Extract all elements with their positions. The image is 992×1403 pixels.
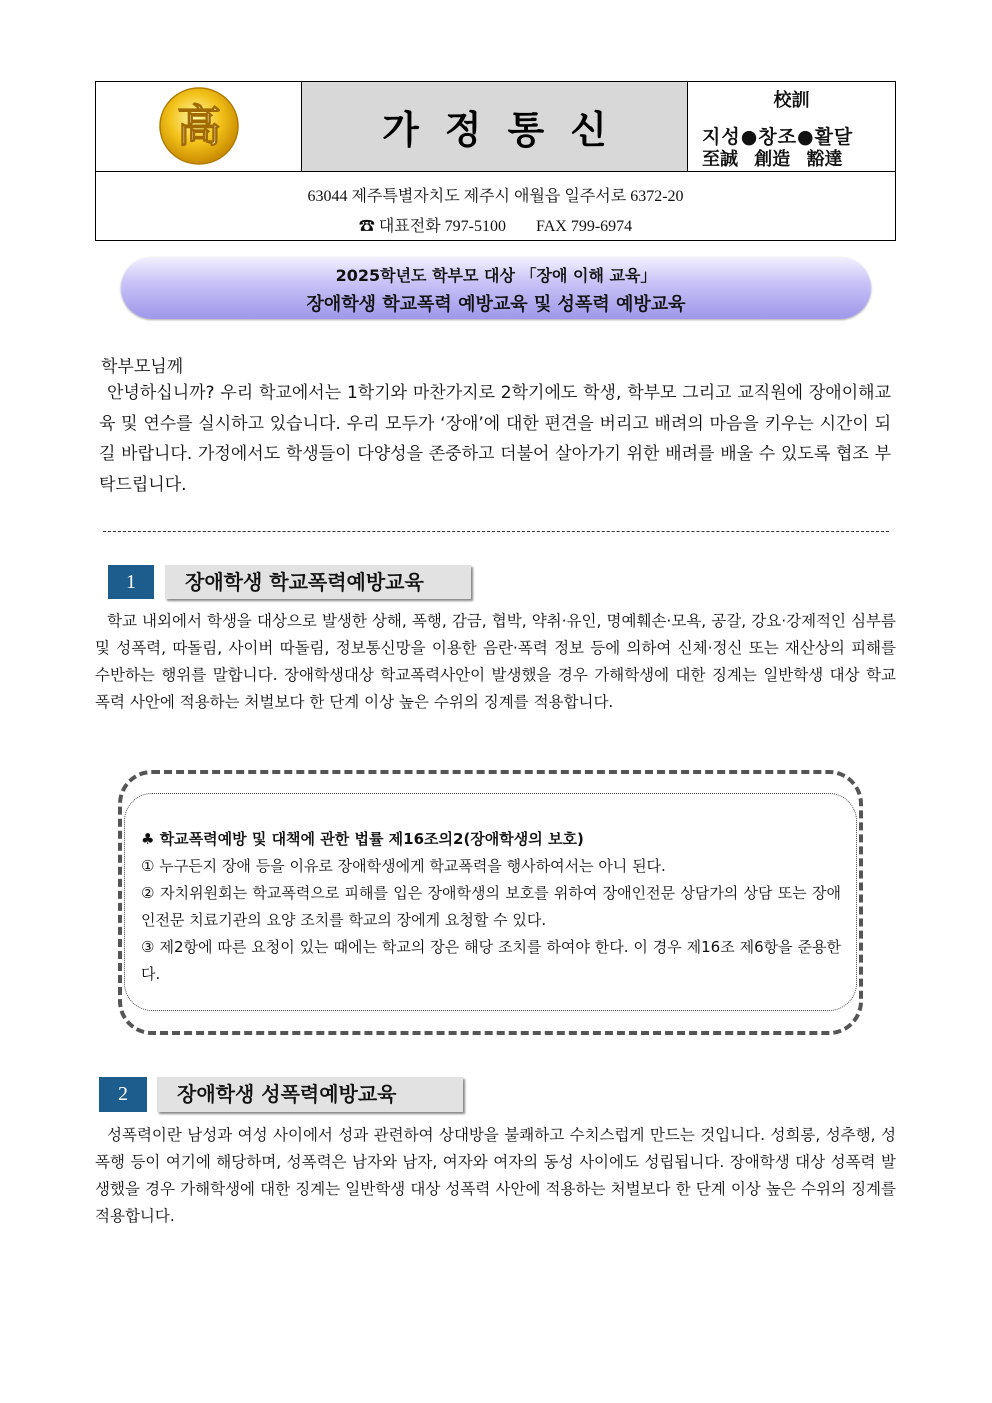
banner-line-2: 장애학생 학교폭력 예방교육 및 성폭력 예방교육 bbox=[306, 294, 686, 315]
svg-text:高: 高 bbox=[177, 101, 221, 152]
letterhead-table bbox=[95, 81, 896, 241]
newsletter-title: 가정통신 bbox=[382, 107, 633, 152]
law-box-content bbox=[141, 826, 841, 988]
section-divider bbox=[103, 531, 889, 532]
law-heading bbox=[141, 826, 841, 853]
section-1-paragraph: 학교 내외에서 학생을 대상으로 발생한 상해, 폭행, 감금, 협박, 약취·유인, 명예훼손·모욕, 공갈, 강요·강제적인 심부름 및 성폭력, 따돌림, 사이버 따돌림, 정보통신망을 이용한 음란·폭력 정보 등에 의하여 신체·정신 또는 재산상의 피해를 수반하는 행위를 말합니다. 장애학생대상 학교폭력사안이 발생했을 경우 가해학생에 대한 징계는 일반학생 대상 학교 폭력 사안에 적용하는 처벌보다 한 단계 이상 높은 수위의 징계를 적용합니다. bbox=[95, 612, 896, 711]
school-logo bbox=[96, 82, 302, 171]
school-address: 63044 제주특별자치도 제주시 애월읍 일주서로 6372-20 bbox=[307, 188, 684, 205]
intro-body: 안녕하십니까? 우리 학교에서는 1학기와 마찬가지로 2학기에도 학생, 학부모 그리고 교직원에 장애이해교육 및 연수를 실시하고 있습니다. 우리 모두가 ‘장애’에 대한 편견을 버리고 배려의 마음을 키우는 시간이 되길 바랍니다. 가정에서도 학생들이 다양성을 존중하고 더불어 살아가기 위한 배려를 배울 수 있도록 협조 부탁드립니다. bbox=[99, 383, 891, 495]
motto-korean: 지성●창조●활달 bbox=[702, 126, 854, 148]
section-1-number: 1 bbox=[108, 565, 154, 599]
phone-number: 대표전화 797-5100 bbox=[378, 218, 506, 235]
section-2-title: 장애학생 성폭력예방교육 bbox=[157, 1077, 463, 1112]
section-1-title: 장애학생 학교폭력예방교육 bbox=[165, 565, 471, 599]
school-logo-cell bbox=[96, 82, 302, 171]
law-item-3: ③ 제2항에 따른 요청이 있는 때에는 학교의 장은 해당 조치를 하여야 한다. 이 경우 제16조 제6항을 준용한다. bbox=[141, 938, 841, 983]
section-2-paragraph: 성폭력이란 남성과 여성 사이에서 성과 관련하여 상대방을 불쾌하고 수치스럽게 만드는 것입니다. 성희롱, 성추행, 성폭행 등이 여기에 해당하며, 성폭력은 남자와 남자, 여자와 여자의 동성 사이에도 성립됩니다. 장애학생 대상 성폭력 발생했을 경우 가해학생에 대한 징계는 일반학생 대상 성폭력 사안에 적용하는 처벌보다 한 단계 이상 높은 수위의 징계를 적용합니다. bbox=[95, 1126, 896, 1225]
contact-line bbox=[96, 213, 895, 236]
law-item-2: ② 자치위원회는 학교폭력으로 피해를 입은 장애학생의 보호를 위하여 장애인전문 상담가의 상담 또는 장애인전문 치료기관의 요양 조치를 학교의 장에게 요청할 수 있다. bbox=[141, 884, 841, 929]
letterhead-top-row bbox=[96, 82, 895, 172]
newsletter-title-cell bbox=[302, 82, 688, 171]
section-2-body bbox=[95, 1122, 896, 1230]
phone-icon: ☎ bbox=[358, 218, 375, 235]
section-1-body bbox=[95, 608, 896, 716]
topic-banner bbox=[121, 257, 871, 319]
law-heading-text: 학교폭력예방 및 대책에 관한 법률 제16조의2(장애학생의 보호) bbox=[159, 830, 584, 848]
fax-number: FAX 799-6974 bbox=[536, 218, 633, 235]
motto-label: 校訓 bbox=[773, 90, 810, 111]
motto-hanja: 至誠 創造 豁達 bbox=[702, 149, 843, 170]
section-2-number: 2 bbox=[99, 1077, 147, 1112]
law-item-1: ① 누구든지 장애 등을 이유로 장애학생에게 학교폭력을 행사하여서는 아니 된다. bbox=[141, 857, 666, 875]
banner-line-1: 2025학년도 학부모 대상 「장애 이해 교육」 bbox=[335, 266, 657, 285]
school-motto-cell bbox=[688, 82, 895, 171]
club-icon: ♣ bbox=[141, 830, 155, 848]
intro-paragraph bbox=[99, 378, 891, 500]
greeting: 학부모님께 bbox=[101, 357, 184, 377]
